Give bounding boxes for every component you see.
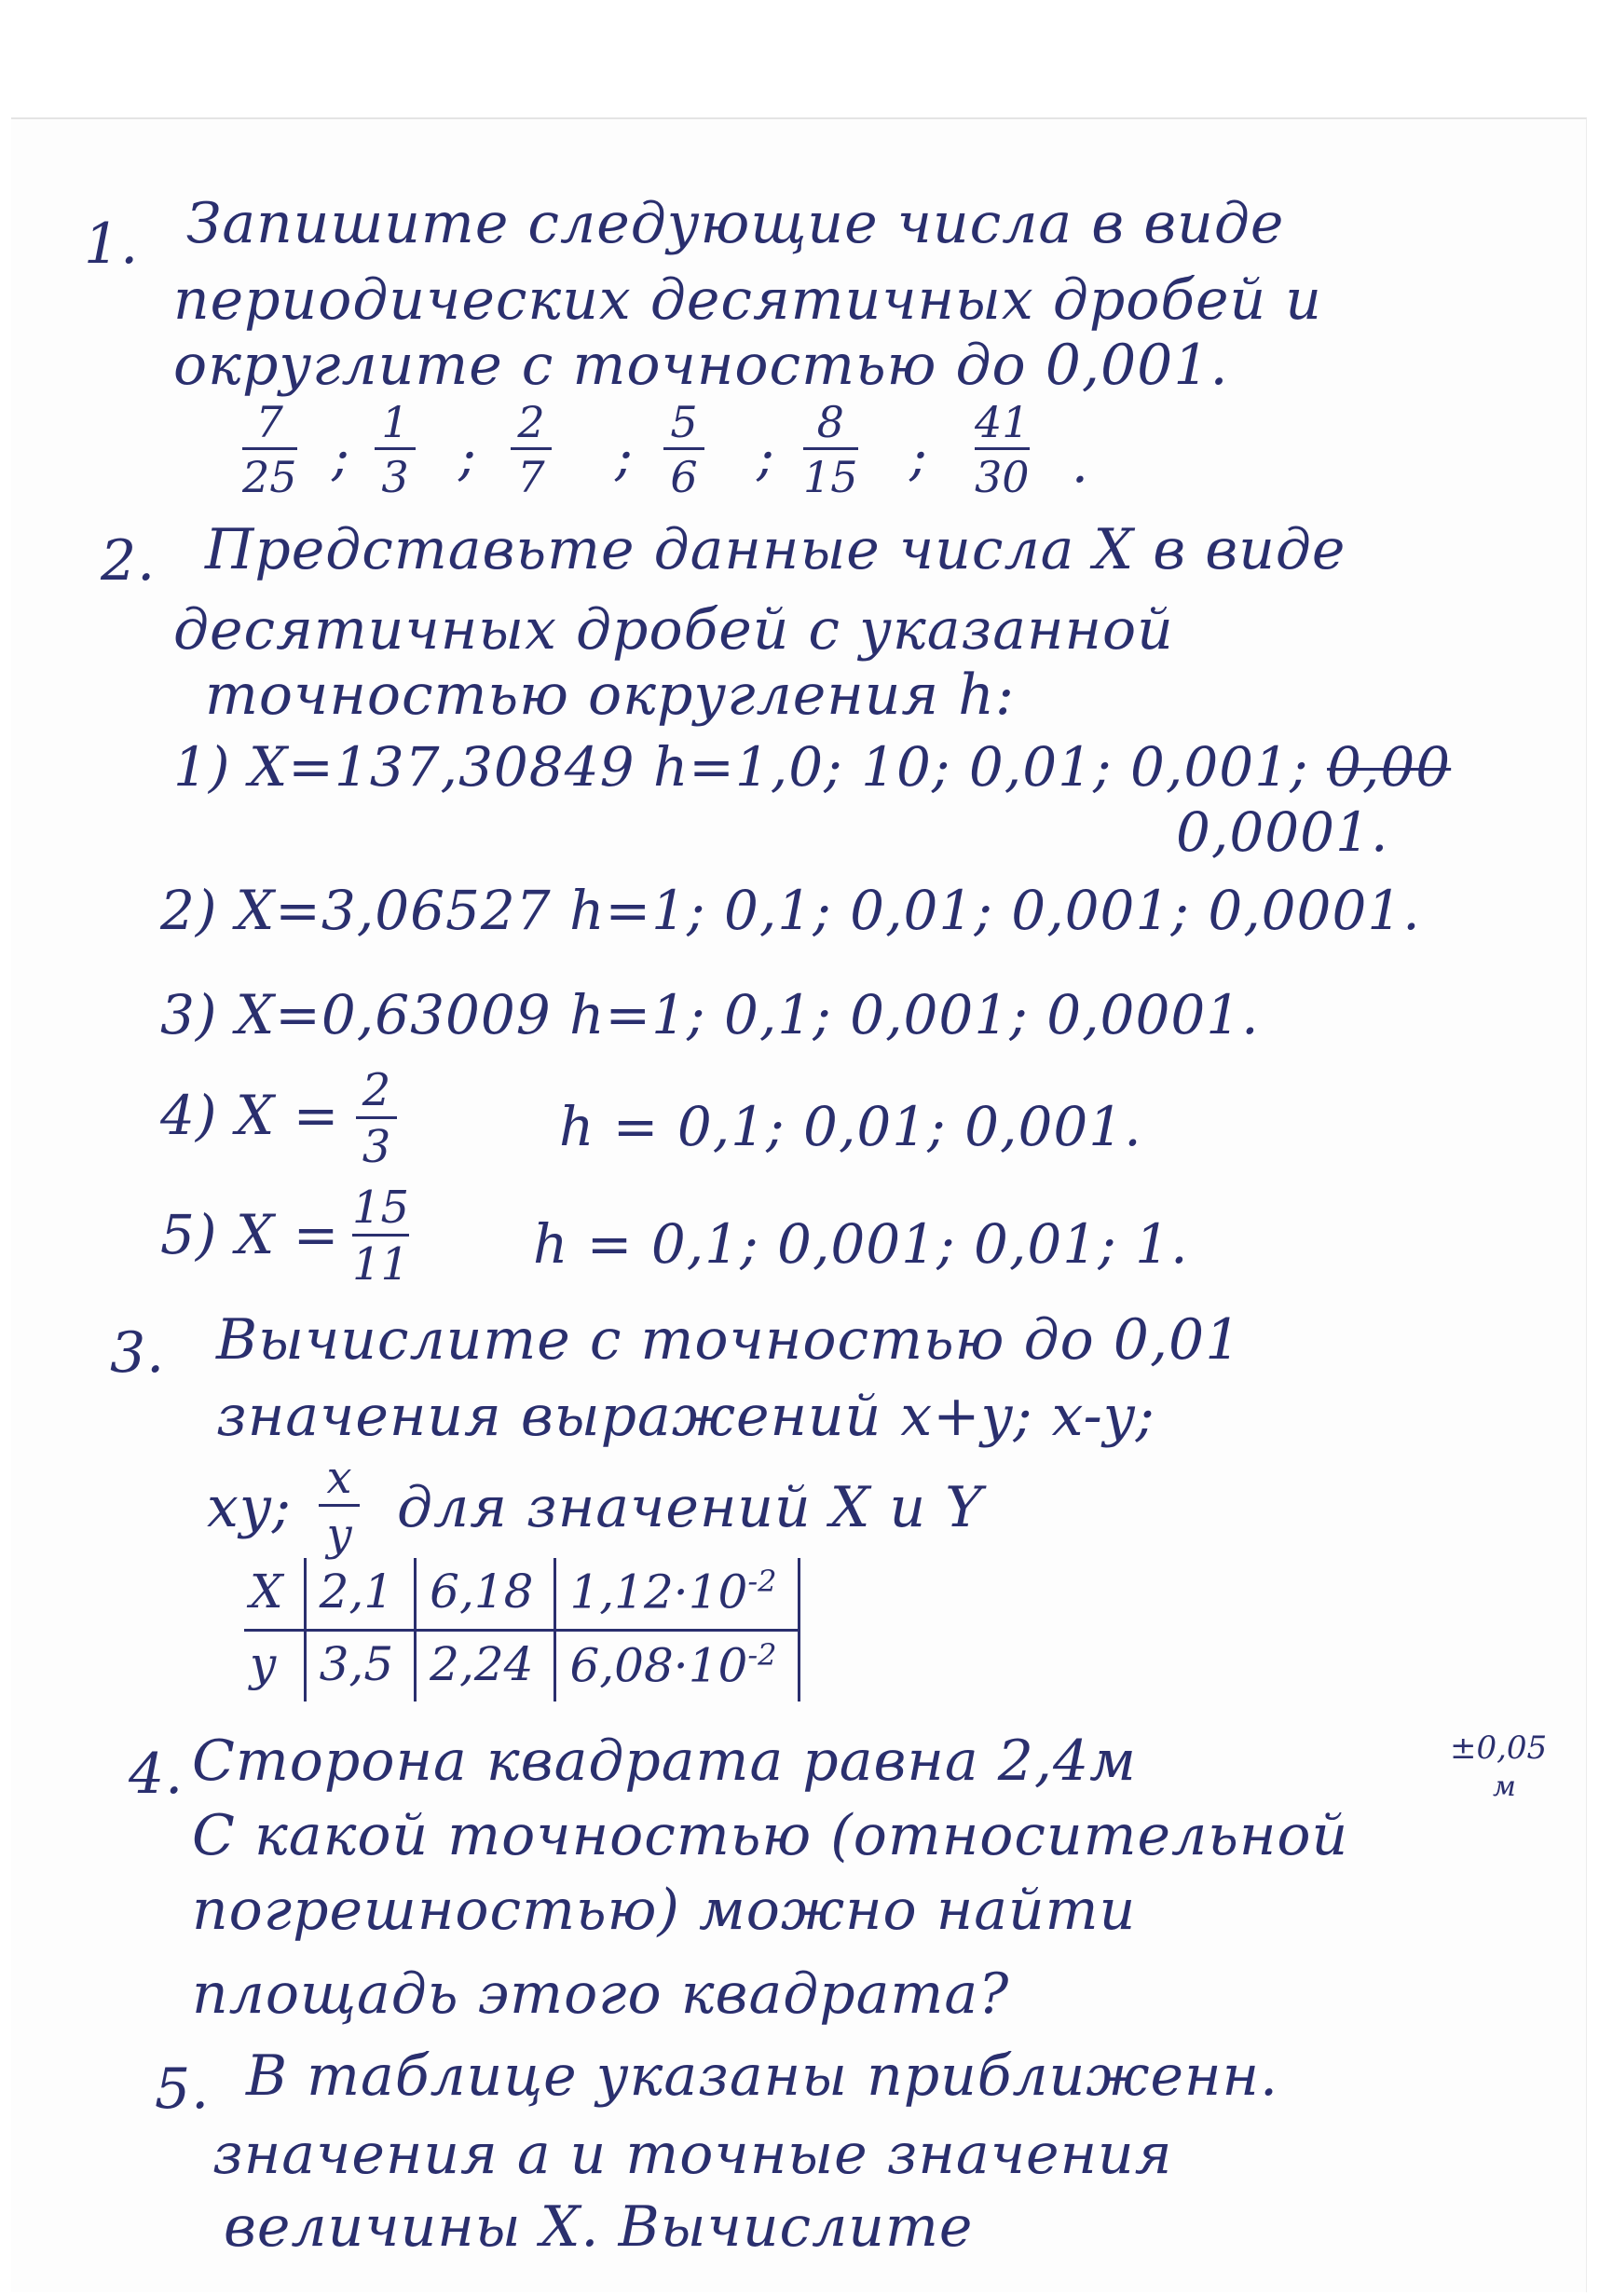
task2-line1: Представьте данные числа X в виде [205,517,1346,582]
task1-line3: округлите с точностью до 0,001. [173,333,1229,398]
task3-line3-start: xy; [207,1475,292,1540]
task1-separator: ; [909,427,927,487]
task4-unit: м [1493,1770,1516,1803]
task1-line2: периодических десятичных дробей и [173,267,1322,333]
task2-item4-label: 4) X = [160,1084,340,1147]
table-row [244,1558,799,1630]
task4-tolerance: ±0,05 [1450,1729,1548,1767]
task2-item5-h: h = 0,1; 0,001; 0,01; 1. [533,1212,1189,1276]
task1-fraction-6: 41 30 [975,397,1030,502]
task1-end: . [1072,434,1088,495]
task3-values-table [244,1558,800,1702]
table-cell: 6,18 [416,1558,555,1630]
task3-line2: значения выражений x+y; x-y; [216,1384,1155,1449]
task4-line3: погрешностью) можно найти [192,1878,1137,1943]
task1-fraction-1: 7 25 [242,397,297,502]
task3-number: 3. [110,1320,166,1386]
task1-separator: ; [458,427,476,487]
task1-line1: Запишите следующие числа в виде [186,191,1285,256]
task1-fraction-4: 5 6 [663,401,704,499]
task2-item4-fraction: 2 3 [356,1068,397,1169]
table-exponent: -2 [747,1636,777,1673]
task2-item5-fraction: 15 11 [352,1182,410,1291]
task4-line4: площадь этого квадрата? [192,1961,1010,2027]
task2-line3: точностью округления h: [205,663,1016,728]
table-cell: 2,24 [416,1630,555,1702]
task1-fraction-5: 8 15 [803,397,858,502]
task2-item5-label: 5) X = [160,1203,340,1266]
table-row [244,1630,799,1702]
task5-line1: В таблице указаны приближенн. [246,2043,1279,2109]
task4-line2: С какой точностью (относительной [192,1803,1349,1868]
table-cell: 3,5 [305,1630,416,1702]
table-row-label: y [250,1637,277,1692]
task2-item1-continuation: 0,0001. [1176,800,1389,864]
table-cell: $1,12\cdot 10^{-2}$ [555,1558,799,1630]
task2-item4-h: h = 0,1; 0,01; 0,001. [559,1095,1142,1158]
task5-line2: значения а и точные значения [212,2122,1173,2187]
task1-fraction-3: 2 7 [511,401,552,499]
table-cell: 2,1 [305,1558,416,1630]
task3-line3-fraction: x y [319,1456,360,1557]
task1-fraction-2: 1 3 [375,401,416,499]
table-exponent: -2 [747,1564,777,1599]
task4-number: 4. [129,1742,184,1807]
task2-item1-struck: 0,00 [1327,735,1452,799]
task4-line1: Сторона квадрата равна 2,4м [192,1729,1137,1794]
task1-separator: ; [615,427,633,487]
task2-line2: десятичных дробей с указанной [173,597,1174,663]
task3-line1: Вычислите с точностью до 0,01 [216,1307,1242,1373]
task5-line3: величины X. Вычислите [224,2194,974,2260]
task2-item1: 1) X=137,30849 h=1,0; 10; 0,01; 0,001; 0,00 [173,735,1452,799]
task1-separator: ; [332,427,349,487]
task1-separator: ; [757,427,774,487]
task2-number: 2. [101,528,157,594]
table-row-label: X [244,1558,305,1630]
task2-item2: 2) X=3,06527 h=1; 0,1; 0,01; 0,001; 0,0001. [160,879,1421,942]
task5-number: 5. [155,2057,211,2122]
task3-line3-end: для значений X и Y [397,1475,983,1540]
task2-item3: 3) X=0,63009 h=1; 0,1; 0,001; 0,0001. [160,983,1260,1046]
table-cell: $6,08\cdot 10^{-2}$ [555,1630,799,1702]
task1-number: 1. [84,212,140,277]
